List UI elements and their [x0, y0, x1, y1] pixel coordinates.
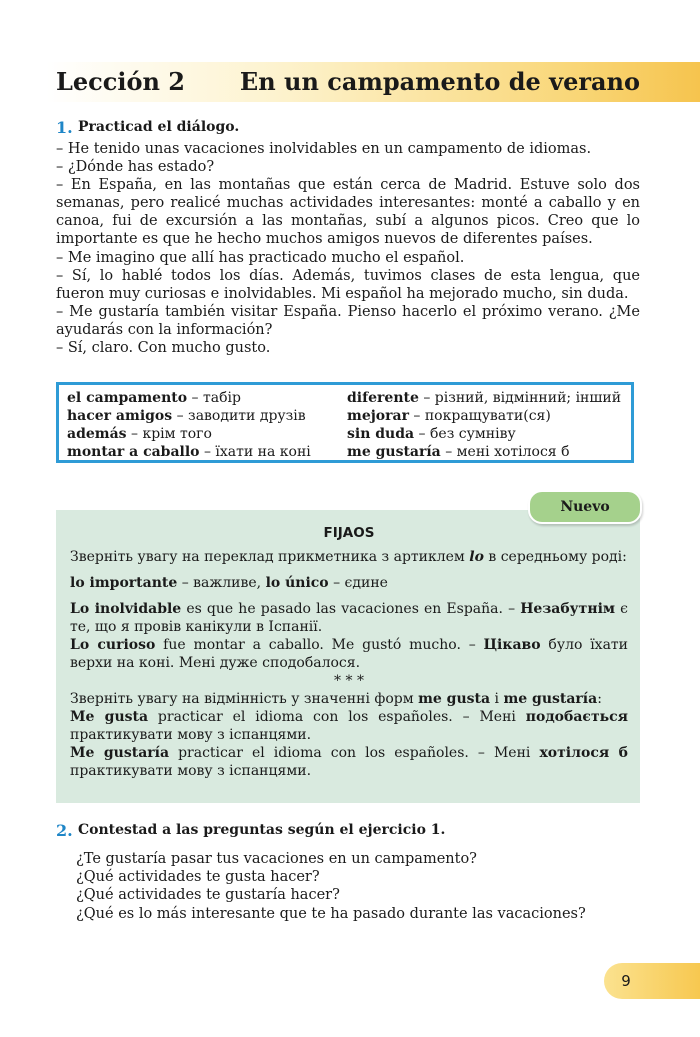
vocab-word: me gustaría: [347, 444, 441, 461]
question-item: ¿Qué es lo más interesante que te ha pasado durante las vacaciones?: [76, 905, 586, 922]
vocabulary-right-column: [347, 389, 621, 461]
vocab-translation: – без сумніву: [414, 426, 516, 443]
vocab-translation: – їхати на коні: [199, 444, 311, 461]
dialog-line: – Sí, claro. Con mucho gusto.: [56, 340, 271, 357]
vocab-entry: [67, 407, 311, 425]
diff-intro: Зверніть увагу на відмінність у значенні форм: [70, 691, 419, 707]
note-sentence-3: [70, 708, 628, 744]
vocab-word: el campamento: [67, 390, 188, 406]
vocab-translation: – заводити друзів: [172, 408, 306, 425]
exercise-2-title: Contestad a las preguntas según el ejercicio 1.: [78, 822, 446, 838]
note-example-a-trans: – важливе,: [177, 575, 266, 591]
dialog-line: – Me imagino que allí has practicado mucho el español.: [56, 249, 465, 266]
s3-tr-bold: подобається: [525, 709, 628, 725]
note-title: FIJAOS: [323, 525, 375, 541]
note-intro: [70, 548, 628, 566]
s3-text: practicar el idioma con los españoles. – Мені: [148, 709, 526, 725]
vocab-word: montar a caballo: [67, 444, 200, 461]
vocab-word: mejorar: [347, 408, 409, 425]
s2-bold: Lo curioso: [70, 637, 156, 653]
exercise-2-questions: [76, 850, 586, 923]
dialog-line: – En España, en las montañas que están cerca de Madrid. Estuve solo dos semanas, pero realicé muchas actividades interesantes: monté a caballo y en canoa, fui de excursión a las montañas, subí a algunos picos. Creo que lo importante es que he hecho muchos amigos nuevos de diferentes países.: [56, 177, 640, 248]
s4-tr-bold: хотілося б: [539, 745, 628, 761]
s3-tr: практикувати мову з іспанцями.: [70, 727, 312, 743]
vocab-entry: [67, 425, 311, 443]
question-item: ¿Te gustaría pasar tus vacaciones en un campamento?: [76, 851, 477, 867]
s1-text: es que he pasado las vacaciones en España. –: [181, 601, 521, 617]
question-item: ¿Qué actividades te gusta hacer?: [76, 869, 320, 886]
note-intro-text: Зверніть увагу на переклад прикметника з артиклем: [70, 549, 465, 565]
note-separator: * * *: [334, 673, 364, 689]
dialog-line: – ¿Dónde has estado?: [56, 159, 215, 176]
note-article: lo: [469, 549, 484, 565]
exercise-2-number: 2.: [56, 821, 73, 840]
note-example-a: lo importante: [70, 575, 178, 591]
lesson-title: En un campamento de verano: [239, 67, 640, 96]
s1-bold: Lo inolvidable: [70, 601, 182, 617]
vocab-word: además: [67, 426, 127, 443]
vocab-entry: [347, 443, 621, 461]
s3-bold: Me gusta: [70, 709, 149, 725]
dialog-line: – He tenido unas vacaciones inolvidables en un campamento de idiomas.: [56, 141, 592, 157]
note-sentence-1: [70, 600, 628, 636]
vocab-entry: [347, 389, 621, 407]
vocabulary-box: [56, 382, 634, 463]
note-examples: [70, 574, 628, 592]
vocab-entry: [67, 389, 311, 407]
vocab-word: hacer amigos: [67, 408, 173, 425]
vocab-translation: – покращувати(ся): [408, 408, 551, 425]
exercise-1-number: 1.: [56, 118, 73, 137]
vocab-translation: – табір: [187, 390, 241, 406]
vocab-translation: – крім того: [126, 426, 212, 443]
vocab-translation: – різний, відмінний; інший: [418, 390, 622, 406]
vocab-entry: [67, 443, 311, 461]
diff-end: :: [597, 691, 602, 707]
diff-form-2: me gustaría: [503, 691, 598, 707]
diff-and: і: [490, 691, 504, 707]
s4-bold: Me gustaría: [70, 745, 170, 761]
page-number: 9: [621, 972, 631, 990]
dialog-line: – Sí, lo hablé todos los días. Además, tuvimos clases de esta lengua, que fueron muy curiosas e inolvidables. Mi español ha mejorado mucho, sin duda.: [56, 267, 640, 302]
note-diff-intro: [70, 690, 628, 708]
vocab-word: sin duda: [347, 426, 415, 443]
note-sentence-4: [70, 744, 628, 780]
note-example-b-trans: – єдине: [328, 575, 388, 591]
s2-text: fue montar a caballo. Me gustó mucho. –: [155, 637, 484, 653]
question-item: ¿Qué actividades te gustaría hacer?: [76, 887, 340, 904]
lesson-label: Lección 2: [56, 67, 185, 96]
s1-tr: є те, що я провів канікули в Іспанії.: [70, 601, 629, 635]
dialog-line: – Me gustaría también visitar España. Pienso hacerlo el próximo verano. ¿Me ayudarás con la información?: [56, 303, 640, 338]
s4-tr: практикувати мову з іспанцями.: [70, 763, 312, 779]
s1-tr-bold: Незабутнім: [520, 601, 616, 617]
vocabulary-left-column: [67, 389, 311, 461]
grammar-note-content: [70, 524, 628, 780]
s2-tr: було їхати верхи на коні. Мені дуже сподобалося.: [70, 637, 628, 671]
s4-text: practicar el idioma con los españoles. – Мені: [169, 745, 540, 761]
dialog-text: [56, 140, 640, 357]
vocab-entry: [347, 425, 621, 443]
vocab-word: diferente: [347, 390, 419, 406]
diff-form-1: me gusta: [418, 691, 491, 707]
vocab-entry: [347, 407, 621, 425]
note-example-b: lo único: [265, 575, 329, 591]
note-sentence-2: [70, 636, 628, 672]
note-intro-end: в середньому роді:: [488, 549, 627, 565]
vocab-translation: – мені хотілося б: [440, 444, 570, 461]
exercise-1-title: Practicad el diálogo.: [78, 119, 240, 135]
s2-tr-bold: Цікаво: [483, 637, 541, 653]
nuevo-badge: Nuevo: [528, 490, 642, 524]
